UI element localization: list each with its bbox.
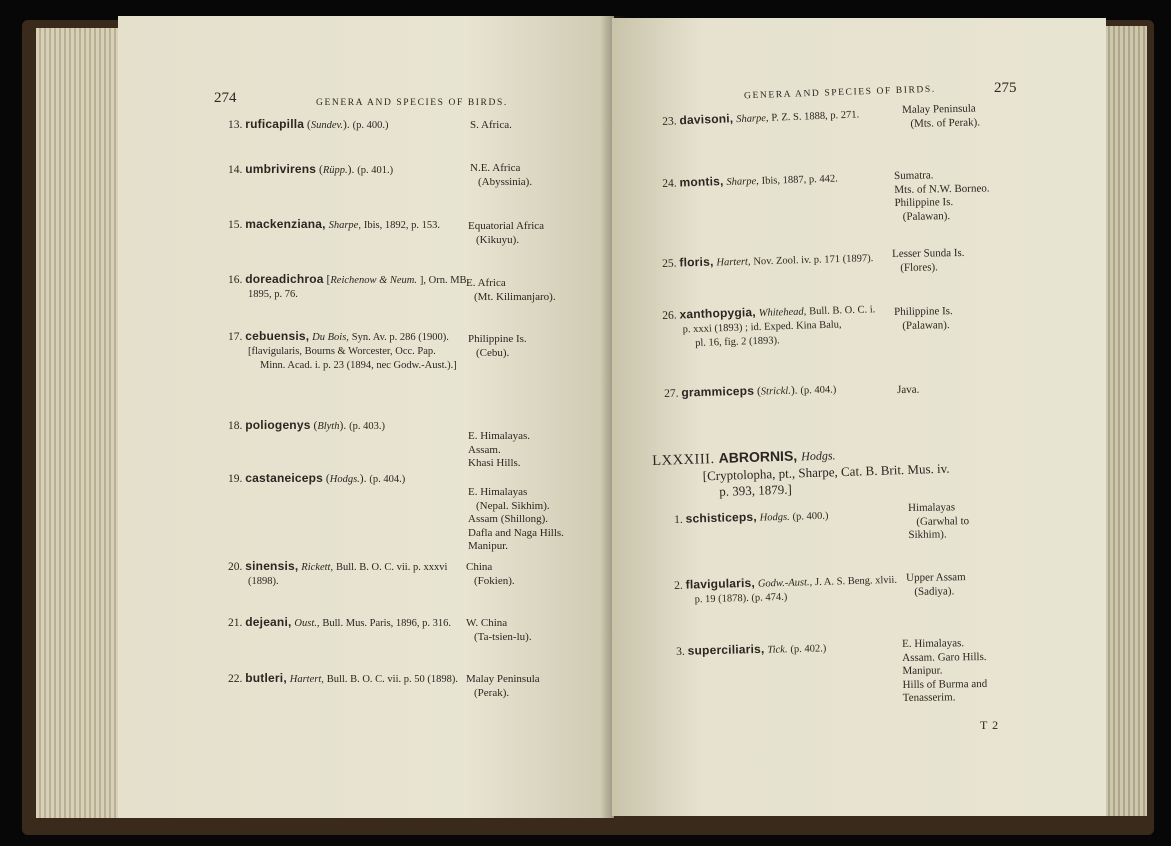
locality-line: (Kikuyu). <box>476 233 520 246</box>
page-number: 275 <box>994 80 1017 96</box>
species-author: Strickl. <box>760 385 792 398</box>
locality-line: Equatorial Africa <box>468 220 545 232</box>
genus-author: Hodgs. <box>800 448 836 464</box>
species-entry <box>228 671 458 687</box>
locality-line: N.E. Africa <box>470 162 521 174</box>
species-citation: (p. 402.) <box>790 643 827 656</box>
left-page <box>118 16 614 818</box>
running-head: GENERA AND SPECIES OF BIRDS. <box>316 98 508 108</box>
locality-line: Upper Assam <box>906 571 966 584</box>
species-entry <box>228 329 457 373</box>
locality-line: Lesser Sunda Is. <box>892 246 965 260</box>
locality-line: Hills of Burma and <box>902 677 988 691</box>
species-name: grammiceps <box>681 383 755 400</box>
locality-line: (Fokien). <box>474 574 515 587</box>
species-name: mackenziana, <box>245 217 326 231</box>
entry-number: 18. <box>228 420 243 432</box>
citation-continuation: (1898). <box>248 576 279 587</box>
species-entry <box>674 508 829 528</box>
species-citation: (p. 400.) <box>352 120 389 131</box>
citation-continuation: [flavigularis, Bourns & Worcester, Occ. Pap. <box>248 346 436 357</box>
locality-line: Malay Peninsula <box>466 673 540 685</box>
species-locality <box>906 571 966 599</box>
species-name: sinensis, <box>245 559 299 573</box>
signature-mark: T 2 <box>980 718 1000 732</box>
locality-line: Philippine Is. <box>894 305 953 318</box>
species-name: xanthopygia, <box>679 305 757 322</box>
species-locality <box>908 501 969 542</box>
genus-number: LXXXIII. <box>652 451 715 469</box>
species-locality <box>468 430 530 471</box>
species-locality <box>470 162 532 189</box>
entry-number: 20. <box>228 561 243 573</box>
species-name: superciliaris, <box>687 641 765 658</box>
locality-line: Khasi Hills. <box>468 457 521 469</box>
citation-continuation: p. xxxi (1893) ; id. Exped. Kina Balu, <box>682 319 842 336</box>
locality-line: Manipur. <box>468 540 509 552</box>
locality-line: E. Himalayas <box>468 486 528 498</box>
species-locality <box>894 169 990 224</box>
locality-line: Philippine Is. <box>894 196 954 209</box>
species-author: Sharpe, <box>726 175 759 188</box>
species-author: Du Bois, <box>312 332 349 343</box>
species-entry <box>662 250 874 272</box>
species-locality <box>466 561 515 588</box>
species-citation: Bull. Mus. Paris, 1896, p. 316. <box>322 618 452 629</box>
species-locality <box>468 486 564 554</box>
locality-line: E. Himalayas. <box>902 637 965 650</box>
species-entry <box>676 640 826 660</box>
running-head: GENERA AND SPECIES OF BIRDS. <box>743 84 936 102</box>
locality-line: (Abyssinia). <box>478 175 533 188</box>
entry-number: 22. <box>228 673 243 685</box>
genus-synonymy-line: p. 393, 1879.] <box>719 481 793 499</box>
species-entry: 14. umbrivirens (Rüpp.). (p. 401.) <box>228 162 394 176</box>
locality-line: Mts. of N.W. Borneo. <box>894 182 990 196</box>
citation-continuation: p. 19 (1878). (p. 474.) <box>694 591 788 606</box>
locality-line: (Mts. of Perak). <box>910 116 981 130</box>
locality-line: Tenasserim. <box>902 691 956 704</box>
species-citation: Syn. Av. p. 286 (1900). <box>351 332 449 343</box>
species-author: Sharpe, <box>328 220 361 231</box>
locality-line: S. Africa. <box>470 119 512 131</box>
species-entry: 16. doreadichroa [Reichenow & Neum. ], Orn. MB. 1895, p. 76. <box>228 272 470 300</box>
locality-line: China <box>466 561 493 573</box>
entry-number: 24. <box>662 177 677 190</box>
species-author: Sundev. <box>310 120 344 131</box>
species-locality <box>894 305 953 333</box>
entry-number: 26. <box>662 309 677 322</box>
species-citation: (p. 403.) <box>349 421 385 432</box>
species-name: doreadichroa <box>245 272 324 286</box>
species-locality <box>466 617 532 644</box>
locality-line: Sikhim). <box>908 528 947 541</box>
species-locality <box>902 103 980 131</box>
species-name: cebuensis, <box>245 329 310 343</box>
species-citation: P. Z. S. 1888, p. 271. <box>771 109 860 124</box>
genus-name: ABRORNIS, <box>718 447 798 466</box>
species-name: ruficapilla <box>245 117 305 131</box>
species-name: dejeani, <box>245 615 292 629</box>
species-author: Oust., <box>294 618 320 629</box>
locality-line: (Palawan). <box>902 209 951 223</box>
species-author: Blyth <box>317 421 340 432</box>
locality-line: Assam (Shillong). <box>468 513 549 525</box>
locality-line: (Mt. Kilimanjaro). <box>474 290 556 303</box>
species-entry: 18. poliogenys (Blyth). (p. 403.) <box>228 418 385 432</box>
species-author: Sharpe, <box>736 112 769 126</box>
locality-line: Sumatra. <box>894 169 934 182</box>
species-author: Tick. <box>767 644 788 656</box>
species-name: butleri, <box>245 671 287 685</box>
genus-synonymy-line: [Cryptolopha, pt., Sharpe, Cat. B. Brit. Mus. iv. <box>702 460 950 484</box>
species-citation: Ibis, 1892, p. 153. <box>363 220 440 231</box>
species-locality <box>468 220 544 247</box>
species-author: Hodgs. <box>329 474 360 485</box>
species-citation: (p. 400.) <box>792 510 829 523</box>
locality-line: E. Africa <box>466 277 506 289</box>
entry-number: 1. <box>674 513 684 526</box>
species-locality <box>466 673 540 700</box>
genus-heading <box>652 443 950 502</box>
species-locality <box>902 637 987 706</box>
locality-line: Dafla and Naga Hills. <box>468 526 564 539</box>
species-author: Rickett, <box>301 562 334 573</box>
species-locality <box>466 277 556 304</box>
species-name: flavigularis, <box>685 575 756 592</box>
species-name: castaneiceps <box>245 471 324 485</box>
locality-line: Himalayas <box>908 501 956 514</box>
species-entry <box>674 572 898 608</box>
species-citation: (p. 401.) <box>357 165 394 176</box>
species-name: schisticeps, <box>685 509 757 526</box>
species-locality <box>897 384 919 398</box>
entry-number: 21. <box>228 617 243 629</box>
entry-number: 16. <box>228 274 243 286</box>
species-entry <box>228 217 440 233</box>
locality-line: (Ta-tsien-lu). <box>474 630 532 643</box>
species-entry <box>228 559 447 589</box>
locality-line: Manipur. <box>902 664 943 677</box>
species-author: Hodgs. <box>759 511 790 524</box>
locality-line: (Garwhal to <box>916 514 970 528</box>
entry-number: 13. <box>228 119 243 131</box>
species-citation: (p. 404.) <box>800 384 837 397</box>
locality-line: (Cebu). <box>476 346 510 359</box>
entry-number: 25. <box>662 257 677 270</box>
entry-number: 3. <box>676 645 685 658</box>
species-entry: 13. ruficapilla (Sundev.). (p. 400.) <box>228 117 389 131</box>
citation-continuation: Minn. Acad. i. p. 23 (1894, nec Godw.-Aust.).] <box>260 360 457 371</box>
locality-line: (Flores). <box>900 260 938 274</box>
species-citation: Nov. Zool. iv. p. 171 (1897). <box>753 253 874 268</box>
locality-line: Assam. Garo Hills. <box>902 650 987 664</box>
species-citation: ], Orn. MB. <box>419 275 470 286</box>
species-name: davisoni, <box>679 111 734 128</box>
page-number: 274 <box>214 90 237 106</box>
citation-continuation: pl. 16, fig. 2 (1893). <box>694 335 780 349</box>
entry-number: 23. <box>662 115 677 128</box>
entry-number: 19. <box>228 473 243 485</box>
species-author: Hartert, <box>289 674 324 685</box>
species-author: Godw.-Aust., <box>757 577 813 590</box>
species-locality <box>470 119 512 133</box>
species-name: poliogenys <box>245 418 311 432</box>
locality-line: (Sadiya). <box>914 584 955 598</box>
species-entry <box>228 615 451 631</box>
citation-continuation: 1895, p. 76. <box>248 289 298 300</box>
species-entry <box>662 301 876 352</box>
species-entry: 19. castaneiceps (Hodgs.). (p. 404.) <box>228 471 406 485</box>
entry-number: 2. <box>674 579 684 592</box>
entry-number: 17. <box>228 331 243 343</box>
species-entry <box>662 170 838 192</box>
entry-number: 15. <box>228 219 243 231</box>
right-page <box>612 18 1106 816</box>
species-citation: Bull. B. O. C. vii. p. xxxvi <box>335 562 448 573</box>
locality-line: Malay Peninsula <box>902 102 976 116</box>
species-citation: Ibis, 1887, p. 442. <box>761 173 838 187</box>
locality-line: (Perak). <box>474 686 510 699</box>
entry-number: 14. <box>228 164 243 176</box>
species-author: Hartert, <box>716 256 751 269</box>
entry-number: 27. <box>664 387 679 400</box>
page-edges-left <box>36 28 128 818</box>
species-locality <box>892 247 965 275</box>
species-author: Whitehead, <box>758 306 807 319</box>
species-name: montis, <box>679 174 724 190</box>
locality-line: Assam. <box>468 443 501 456</box>
locality-line: W. China <box>466 617 508 629</box>
species-locality <box>468 333 527 360</box>
species-citation: J. A. S. Beng. xlvii. <box>814 574 898 589</box>
species-citation: Bull. B. O. C. vii. p. 50 (1898). <box>326 674 458 685</box>
species-citation: (p. 404.) <box>369 474 406 485</box>
species-author: Rüpp. <box>322 165 348 176</box>
species-citation: Bull. B. O. C. i. <box>808 304 876 318</box>
locality-line: (Palawan). <box>902 318 950 332</box>
species-entry <box>662 106 859 130</box>
locality-line: (Nepal. Sikhim). <box>476 499 550 512</box>
species-entry: 27. grammiceps (Strickl.). (p. 404.) <box>664 383 837 400</box>
species-author: Reichenow & Neum. <box>330 275 417 286</box>
species-name: umbrivirens <box>245 162 317 176</box>
locality-line: E. Himalayas. <box>468 430 531 442</box>
locality-line: Philippine Is. <box>468 333 527 345</box>
locality-line: Java. <box>897 383 920 396</box>
species-name: floris, <box>679 254 714 270</box>
